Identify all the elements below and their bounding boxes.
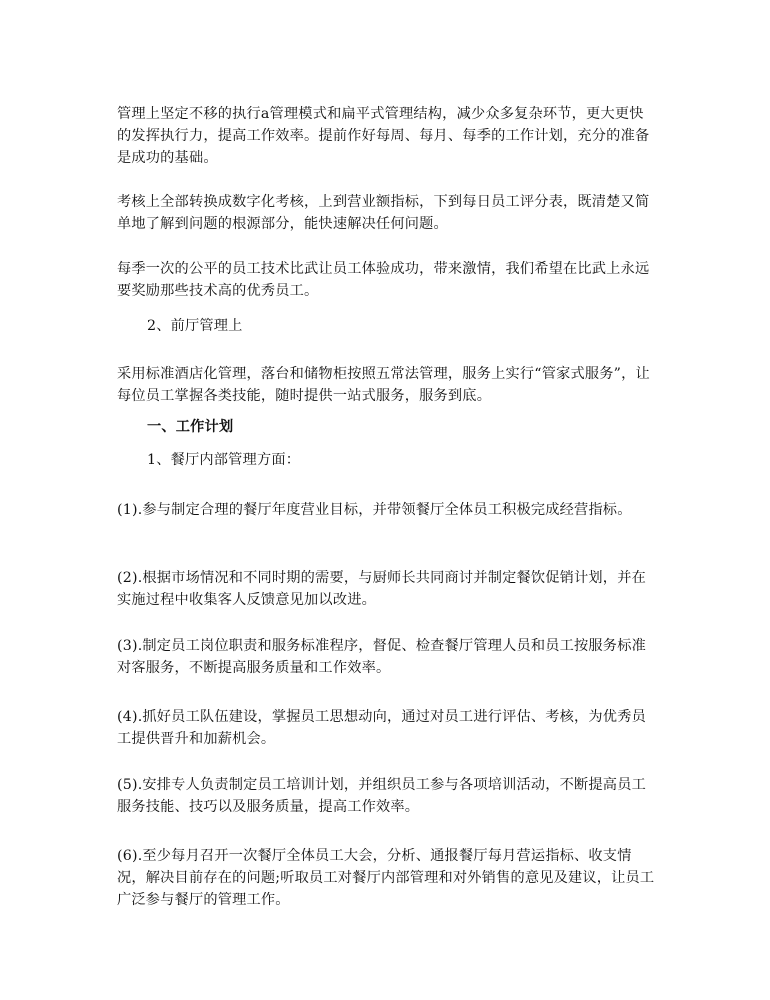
paragraph-management-structure: 管理上坚定不移的执行a管理模式和扁平式管理结构，减少众多复杂环节，更大更快的发挥执行力，提高工作效率。提前作好每周、每月、每季的工作计划，充分的准备是成功的基础。: [117, 106, 650, 166]
heading-restaurant-internal-management: 1、餐厅内部管理方面：: [147, 452, 301, 468]
paragraph-assessment: 考核上全部转换成数字化考核，上到营业额指标，下到每日员工评分表，既清楚又简单地了解到问题的根源部分，能快速解决任何问题。: [117, 194, 650, 232]
list-item-1: (1).参与制定合理的餐厅年度营业目标，并带领餐厅全体员工积极完成经营指标。: [117, 502, 632, 518]
heading-work-plan: 一、工作计划: [147, 419, 234, 435]
list-item-6: (6).至少每月召开一次餐厅全体员工大会，分析、通报餐厅每月营运指标、收支情况，解决目前存在的问题;听取员工对餐厅内部管理和对外销售的意见及建议，让员工广泛参与餐厅的管理工作。: [117, 848, 655, 908]
list-item-4: (4).抓好员工队伍建设，掌握员工思想动向，通过对员工进行评估、考核，为优秀员工提供晋升和加薪机会。: [117, 709, 646, 747]
heading-front-hall-management: 2、前厅管理上: [147, 318, 243, 334]
paragraph-standard-hotel-management: 采用标准酒店化管理，落台和储物柜按照五常法管理，服务上实行“管家式服务”，让每位员工掌握各类技能，随时提供一站式服务，服务到底。: [117, 366, 650, 404]
list-item-2: (2).根据市场情况和不同时期的需要，与厨师长共同商讨并制定餐饮促销计划，并在实施过程中收集客人反馈意见加以改进。: [117, 570, 646, 608]
list-item-3: (3).制定员工岗位职责和服务标准程序，督促、检查餐厅管理人员和员工按服务标准对客服务，不断提高服务质量和工作效率。: [117, 638, 646, 676]
paragraph-skill-competition: 每季一次的公平的员工技术比武让员工体验成功，带来激情，我们希望在比武上永远要奖励那些技术高的优秀员工。: [117, 261, 650, 299]
list-item-5: (5).安排专人负责制定员工培训计划，并组织员工参与各项培训活动，不断提高员工服务技能、技巧以及服务质量，提高工作效率。: [117, 777, 646, 815]
